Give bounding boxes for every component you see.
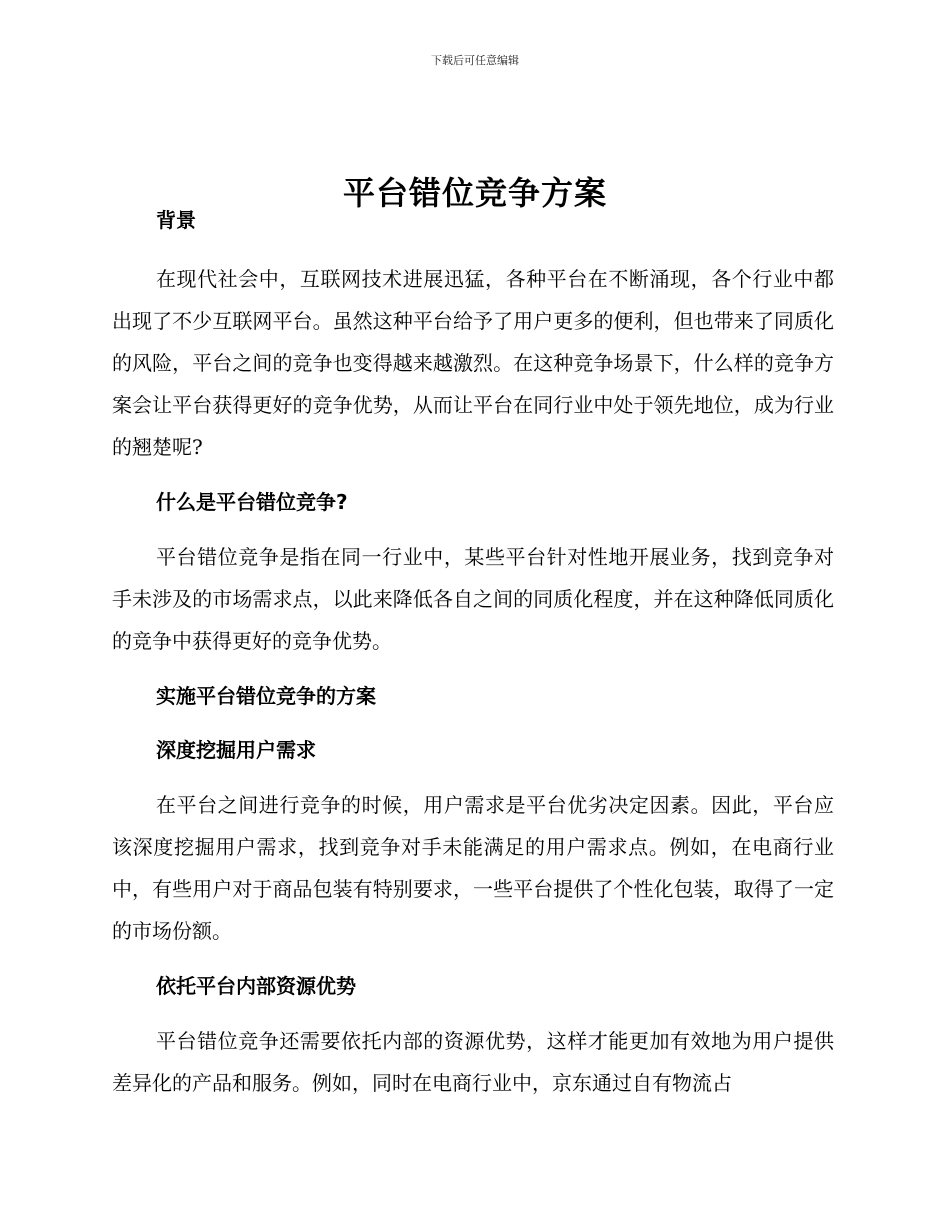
section-heading-what-is: 什么是平台错位竞争? <box>156 490 348 514</box>
section-heading-background: 背景 <box>156 208 196 232</box>
document-body <box>112 200 834 1104</box>
section-heading-internal-resources: 依托平台内部资源优势 <box>156 974 356 998</box>
section-text-background: 在现代社会中，互联网技术进展迅猛，各种平台在不断涌现，各个行业中都出现了不少互联网平台。虽然这种平台给予了用户更多的便利，但也带来了同质化的风险，平台之间的竞争也变得越来越激烈。在这种竞争场景下，什么样的竞争方案会让平台获得更好的竞争优势，从而让平台在同行业中处于领先地位，成为行业的翘楚呢? <box>112 267 834 459</box>
section-text-deep-dig: 在平台之间进行竞争的时候，用户需求是平台优劣决定因素。因此，平台应该深度挖掘用户需求，找到竞争对手未能满足的用户需求点。例如，在电商行业中，有些用户对于商品包装有特别要求，一些平台提供了个性化包装，取得了一定的市场份额。 <box>112 793 834 943</box>
section-text-internal-resources: 平台错位竞争还需要依托内部的资源优势，这样才能更加有效地为用户提供差异化的产品和服务。例如，同时在电商行业中，京东通过自有物流占 <box>112 1029 834 1095</box>
section-heading-implementation: 实施平台错位竞争的方案 <box>156 684 376 708</box>
section-heading-deep-dig: 深度挖掘用户需求 <box>156 738 316 762</box>
section-text-what-is: 平台错位竞争是指在同一行业中，某些平台针对性地开展业务，找到竞争对手未涉及的市场需求点，以此来降低各自之间的同质化程度，并在这种降低同质化的竞争中获得更好的竞争优势。 <box>112 545 834 653</box>
document-title: 平台错位竞争方案 <box>342 174 607 213</box>
page-header-note: 下载后可任意编辑 <box>431 54 519 67</box>
